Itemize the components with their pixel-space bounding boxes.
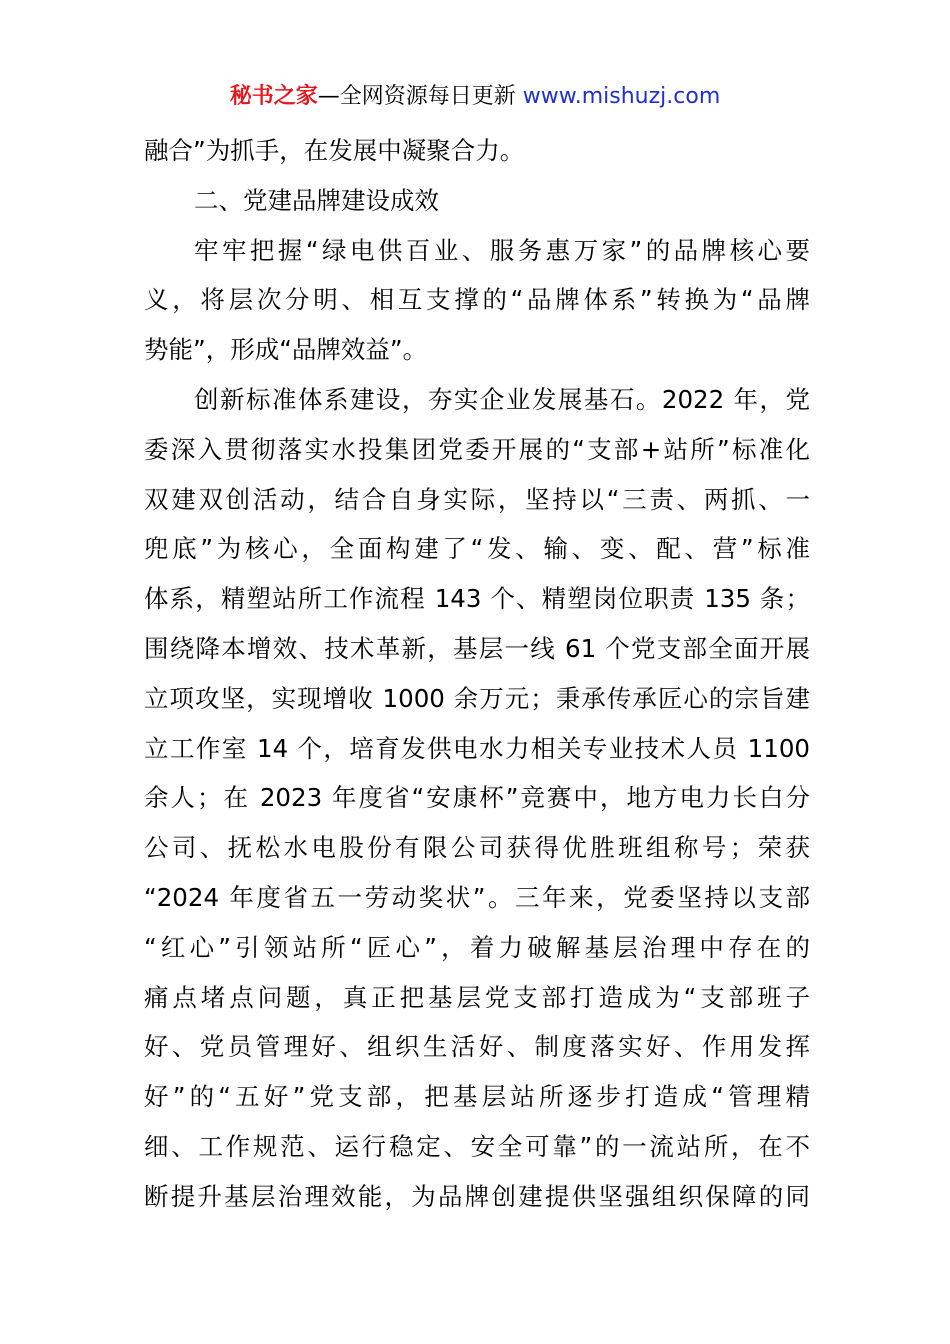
text-line: 立项攻坚，实现增收 1000 余万元；秉承传承匠心的宗旨建 <box>144 683 810 713</box>
text-line: “2024 年度省五一劳动奖状”。三年来，党委坚持以支部 <box>144 882 810 912</box>
text-line: 二、党建品牌建设成效 <box>194 185 439 215</box>
site-url-link[interactable]: www.mishuzj.com <box>522 84 721 109</box>
text-line: 创新标准体系建设，夯实企业发展基石。2022 年，党 <box>194 384 810 414</box>
text-line: 双建双创活动，结合自身实际，坚持以“三责、两抓、一 <box>144 484 810 514</box>
text-line: 断提升基层治理效能，为品牌创建提供坚强组织保障的同 <box>144 1181 810 1211</box>
document-body <box>144 126 810 1222</box>
brand-name: 秘书之家 <box>229 84 318 109</box>
text-line: 势能”，形成“品牌效益”。 <box>144 335 428 365</box>
text-line: 痛点堵点问题，真正把基层党支部打造成为“支部班子 <box>144 982 810 1012</box>
text-line: 立工作室 14 个，培育发供电水力相关专业技术人员 1100 <box>144 733 810 763</box>
text-line: 余人；在 2023 年度省“安康杯”竞赛中，地方电力长白分 <box>144 783 810 813</box>
header-tagline: —全网资源每日更新 <box>317 84 523 109</box>
text-line: 牢牢把握“绿电供百业、服务惠万家”的品牌核心要 <box>194 235 810 265</box>
text-line: 公司、抚松水电股份有限公司获得优胜班组称号；荣获 <box>144 833 810 863</box>
page-header <box>0 80 950 114</box>
text-line: “红心”引领站所“匠心”，着力破解基层治理中存在的 <box>144 932 810 962</box>
text-line: 围绕降本增效、技术革新，基层一线 61 个党支部全面开展 <box>144 633 810 663</box>
text-line: 委深入贯彻落实水投集团党委开展的“支部+站所”标准化 <box>144 434 810 464</box>
text-line: 义，将层次分明、相互支撑的“品牌体系”转换为“品牌 <box>144 285 810 315</box>
text-line: 兜底”为核心，全面构建了“发、输、变、配、营”标准 <box>144 534 810 564</box>
text-line: 体系，精塑站所工作流程 143 个、精塑岗位职责 135 条； <box>144 584 810 614</box>
text-line: 细、工作规范、运行稳定、安全可靠”的一流站所，在不 <box>144 1131 810 1161</box>
text-line: 好、党员管理好、组织生活好、制度落实好、作用发挥 <box>144 1032 810 1062</box>
text-line: 好”的“五好”党支部，把基层站所逐步打造成“管理精 <box>144 1082 810 1112</box>
text-line: 融合”为抓手，在发展中凝聚合力。 <box>144 136 525 165</box>
